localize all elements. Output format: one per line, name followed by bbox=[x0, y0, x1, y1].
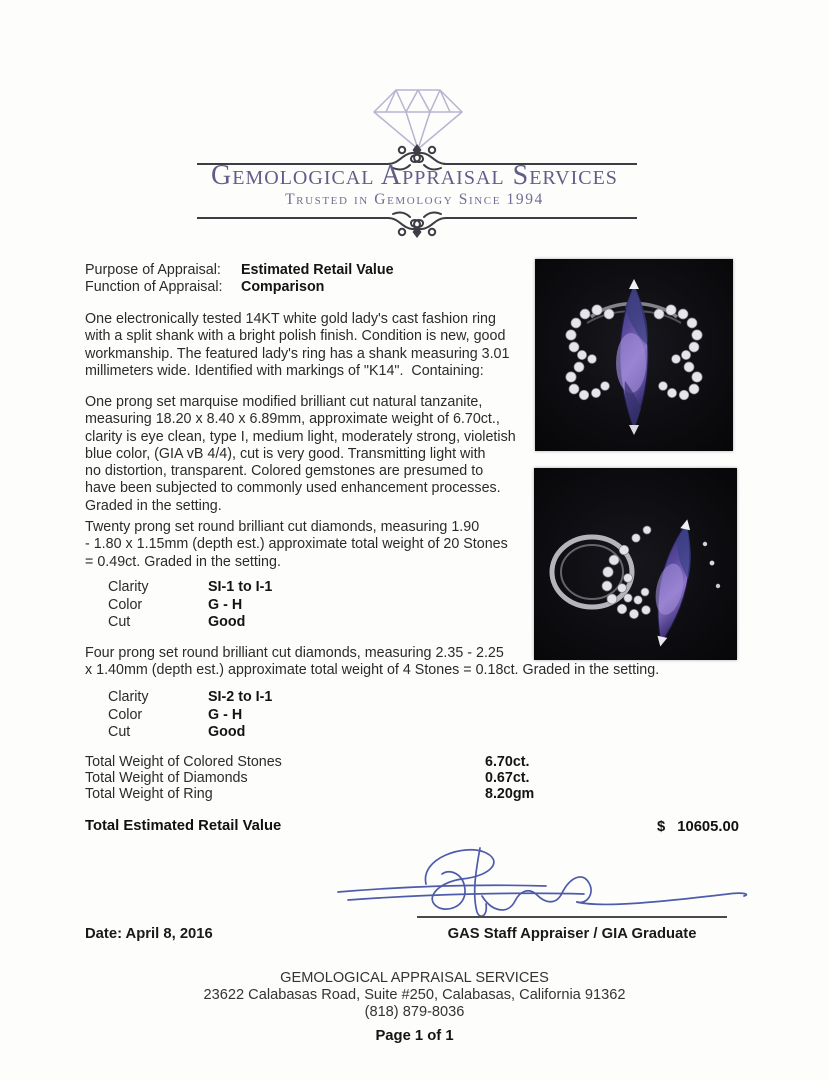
paragraph-line: clarity is eye clean, type I, medium light, moderately strong, violetish bbox=[85, 428, 516, 445]
paragraph-line: no distortion, transparent. Colored gemstones are presumed to bbox=[85, 463, 484, 480]
paragraph-line: One prong set marquise modified brilliant cut natural tanzanite, bbox=[85, 394, 483, 410]
paragraph-line: = 0.49ct. Graded in the setting. bbox=[85, 553, 281, 570]
grade-row-label: Color bbox=[108, 706, 143, 723]
company-logo-title: Gemological Appraisal Services bbox=[211, 160, 618, 191]
total-estimated-retail-value-label: Total Estimated Retail Value bbox=[85, 818, 282, 834]
grades-table-4-diamonds bbox=[108, 689, 149, 742]
ring-side-photo bbox=[534, 468, 737, 660]
grade-row-value: G - H bbox=[208, 706, 243, 723]
total-row-value: 0.67ct. bbox=[485, 770, 530, 787]
ring-description-paragraph bbox=[85, 311, 509, 380]
paragraph-line: Twenty prong set round brilliant cut diamonds, measuring 1.90 bbox=[85, 519, 480, 535]
paragraph-line: One electronically tested 14KT white gold lady's cast fashion ring bbox=[85, 311, 496, 327]
grade-row-label: Cut bbox=[108, 724, 131, 740]
appraisal-date: Date: April 8, 2016 bbox=[85, 926, 213, 942]
signature-rule-line bbox=[417, 916, 727, 918]
grades-table-20-values bbox=[208, 579, 272, 632]
grade-row-value: SI-1 to I-1 bbox=[208, 579, 273, 595]
grade-row-label: Color bbox=[108, 596, 143, 613]
purpose-value: Estimated Retail Value bbox=[241, 262, 394, 278]
grades-table-20-diamonds bbox=[108, 579, 149, 632]
paragraph-line: Four prong set round brilliant cut diamonds, measuring 2.35 - 2.25 bbox=[85, 645, 504, 661]
page-number: Page 1 of 1 bbox=[375, 1028, 454, 1044]
function-value: Comparison bbox=[241, 279, 325, 295]
total-estimated-retail-value bbox=[657, 818, 739, 836]
paragraph-line: measuring 18.20 x 8.40 x 6.89mm, approximate weight of 6.70ct., bbox=[85, 411, 500, 428]
tanzanite-description-paragraph bbox=[85, 394, 516, 515]
grade-row-label: Cut bbox=[108, 614, 131, 630]
grade-row-value: G - H bbox=[208, 596, 243, 613]
footer-address: 23622 Calabasas Road, Suite #250, Calabasas, California 91362 bbox=[203, 987, 626, 1003]
total-row-label: Total Weight of Colored Stones bbox=[85, 754, 282, 770]
total-row-label: Total Weight of Diamonds bbox=[85, 770, 248, 787]
total-row-label: Total Weight of Ring bbox=[85, 786, 213, 803]
total-row-value: 8.20gm bbox=[485, 786, 535, 803]
total-row-value: 6.70ct. bbox=[485, 754, 530, 770]
footer-company-name: GEMOLOGICAL APPRAISAL SERVICES bbox=[280, 970, 549, 986]
grade-row-value: Good bbox=[208, 614, 246, 630]
totals-labels bbox=[85, 754, 282, 803]
total-amount: 10605.00 bbox=[677, 819, 739, 835]
totals-values bbox=[485, 754, 534, 803]
function-label: Function of Appraisal: bbox=[85, 279, 223, 295]
diamonds-20-paragraph bbox=[85, 519, 508, 571]
grade-row-value: Good bbox=[208, 724, 246, 740]
paragraph-line: millimeters wide. Identified with markings of "K14". Containing: bbox=[85, 362, 484, 379]
paragraph-line: with a split shank with a bright polish finish. Condition is new, good bbox=[85, 328, 506, 345]
grade-row-label: Clarity bbox=[108, 579, 149, 595]
ring-front-photo bbox=[535, 259, 733, 451]
currency-symbol: $ bbox=[657, 819, 666, 835]
purpose-label: Purpose of Appraisal: bbox=[85, 262, 221, 278]
grades-table-4-values bbox=[208, 689, 272, 742]
paragraph-line: Graded in the setting. bbox=[85, 497, 222, 514]
grade-row-value: SI-2 to I-1 bbox=[208, 689, 273, 705]
signer-title: GAS Staff Appraiser / GIA Graduate bbox=[447, 926, 697, 942]
signature-scribble bbox=[330, 842, 760, 922]
paragraph-line: workmanship. The featured lady's ring has a shank measuring 3.01 bbox=[85, 345, 510, 362]
scroll-flourish-ornament-bottom bbox=[197, 206, 637, 240]
paragraph-line: - 1.80 x 1.15mm (depth est.) approximate total weight of 20 Stones bbox=[85, 536, 508, 553]
paragraph-line: x 1.40mm (depth est.) approximate total weight of 4 Stones = 0.18ct. Graded in the setting. bbox=[85, 662, 660, 679]
company-logo-subtitle: Trusted in Gemology Since 1994 bbox=[285, 191, 544, 208]
paragraph-line: blue color, (GIA vB 4/4), cut is very good. Transmitting light with bbox=[85, 445, 486, 462]
paragraph-line: have been subjected to commonly used enhancement processes. bbox=[85, 480, 501, 497]
footer-phone: (818) 879-8036 bbox=[364, 1004, 465, 1020]
grade-row-label: Clarity bbox=[108, 689, 149, 705]
